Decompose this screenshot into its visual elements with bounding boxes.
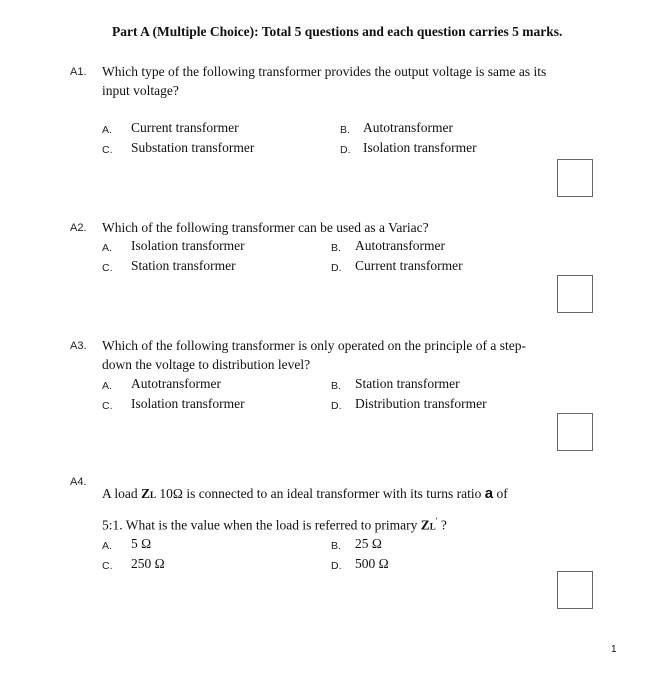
option-letter: D. [331, 262, 342, 274]
option-letter: A. [102, 242, 112, 254]
option-text[interactable]: Station transformer [131, 258, 236, 273]
prime-mark: ' [435, 516, 438, 526]
option-text[interactable]: Isolation transformer [363, 140, 477, 155]
option-letter: A. [102, 540, 112, 552]
option-text[interactable]: Isolation transformer [131, 396, 245, 411]
option-text[interactable]: 25 Ω [355, 536, 382, 551]
option-letter: B. [331, 242, 341, 254]
option-text[interactable]: 250 Ω [131, 556, 165, 571]
load-symbol: Z [141, 486, 151, 501]
question-text: Which of the following transformer is only operated on the principle of a step- [102, 338, 526, 353]
option-text[interactable]: Autotransformer [363, 120, 453, 135]
text-fragment: ? [437, 517, 447, 533]
option-letter: A. [102, 380, 112, 392]
referred-load-symbol: Z [420, 517, 430, 533]
option-letter: A. [102, 124, 112, 136]
option-letter: C. [102, 262, 113, 274]
question-text [102, 512, 447, 537]
text-fragment: 10Ω is connected to an ideal transformer with its turns ratio [156, 486, 485, 501]
referred-load-subscript: L [429, 521, 436, 532]
text-fragment: A load [102, 486, 141, 501]
question-text: Which type of the following transformer provides the output voltage is same as its [102, 64, 547, 79]
answer-box[interactable] [557, 571, 593, 609]
option-text[interactable]: Current transformer [131, 120, 239, 135]
page-heading: Part A (Multiple Choice): Total 5 questions and each question carries 5 marks. [112, 24, 563, 39]
question-text: input voltage? [102, 83, 179, 98]
option-letter: C. [102, 144, 113, 156]
question-text: down the voltage to distribution level? [102, 357, 311, 372]
option-text[interactable]: Current transformer [355, 258, 463, 273]
question-text [102, 484, 508, 505]
option-letter: B. [331, 540, 341, 552]
question-number: A2. [70, 222, 87, 234]
option-text[interactable]: 5 Ω [131, 536, 152, 551]
text-fragment: 5:1. What is the value when the load is referred to primary [102, 517, 421, 533]
page-number: 1 [611, 644, 617, 655]
option-text[interactable]: 500 Ω [355, 556, 389, 571]
load-subscript: L [150, 490, 157, 500]
option-text[interactable]: Substation transformer [131, 140, 255, 155]
question-text: Which of the following transformer can be used as a Variac? [102, 220, 429, 235]
option-letter: D. [340, 144, 351, 156]
option-text[interactable]: Autotransformer [355, 238, 445, 253]
option-text[interactable]: Distribution transformer [355, 396, 487, 411]
option-letter: C. [102, 560, 113, 572]
option-letter: B. [340, 124, 350, 136]
option-letter: C. [102, 400, 113, 412]
answer-box[interactable] [557, 413, 593, 451]
question-number: A1. [70, 66, 87, 78]
option-text[interactable]: Isolation transformer [131, 238, 245, 253]
ratio-symbol: a [484, 485, 494, 502]
option-letter: B. [331, 380, 341, 392]
question-number: A3. [70, 340, 87, 352]
text-fragment: of [493, 486, 508, 501]
option-text[interactable]: Station transformer [355, 376, 460, 391]
answer-box[interactable] [557, 275, 593, 313]
option-text[interactable]: Autotransformer [131, 376, 221, 391]
option-letter: D. [331, 560, 342, 572]
question-number: A4. [70, 476, 87, 488]
option-letter: D. [331, 400, 342, 412]
answer-box[interactable] [557, 159, 593, 197]
